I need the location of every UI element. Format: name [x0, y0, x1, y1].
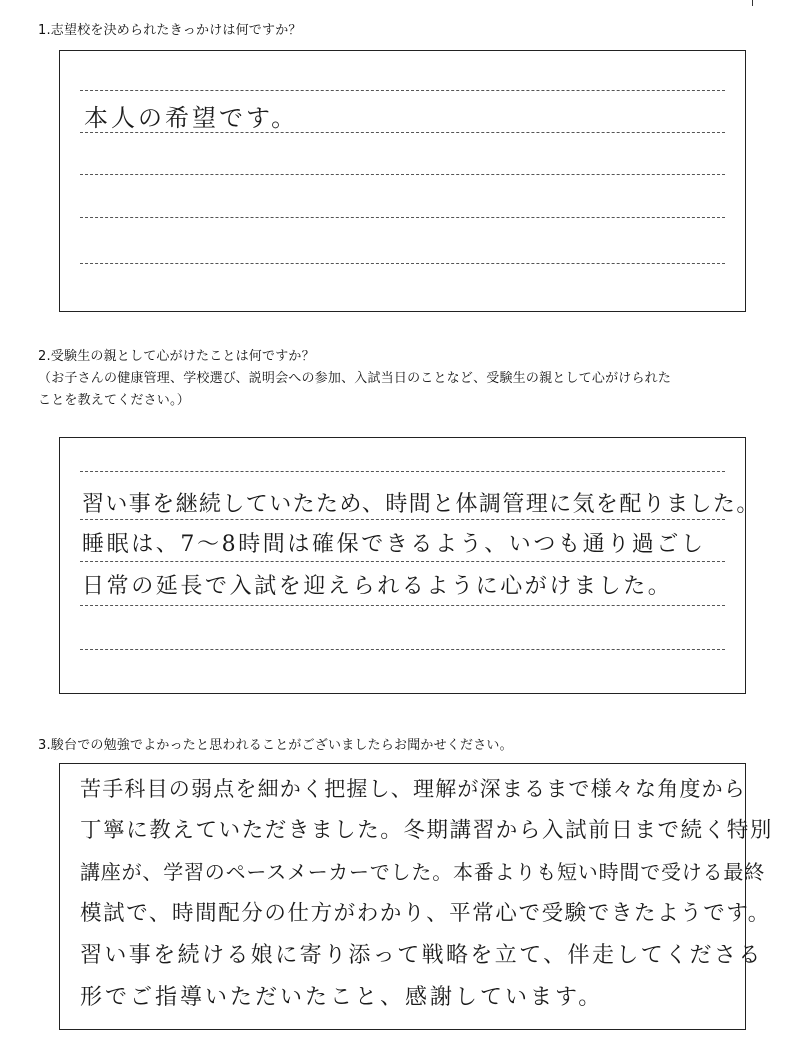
answer-3-line-3: 講座が、学習のペースメーカーでした。本番よりも短い時間で受ける最終: [80, 860, 765, 884]
ruled-line: [80, 90, 725, 91]
answer-box-3: [59, 763, 774, 1030]
page-corner-mark: [752, 0, 753, 6]
question-2-label-line-3: ことを教えてください。）: [38, 393, 190, 408]
answer-box-1: [59, 50, 746, 312]
ruled-line: [80, 217, 725, 218]
question-2-label: [38, 346, 671, 412]
answer-2-line-1: 習い事を継続していたため、時間と体調管理に気を配りました。: [82, 492, 760, 517]
answer-3-line-5: 習い事を続ける娘に寄り添って戦略を立て、伴走してくださる: [80, 943, 763, 968]
answer-3-line-6: 形でご指導いただいたこと、感謝しています。: [80, 985, 604, 1010]
answer-box-2: [59, 437, 760, 694]
question-2-label-line-1: 2.受験生の親として心がけたことは何ですか？: [38, 349, 315, 364]
question-2-label-line-2: （お子さんの健康管理、学校選び、説明会への参加、入試当日のことなど、受験生の親として心がけられた: [38, 371, 672, 386]
ruled-line: [80, 471, 725, 472]
answer-3-line-2: 丁寧に教えていただきました。冬期講習から入試前日まで続く特別: [80, 818, 774, 843]
answer-3-line-1: 苦手科目の弱点を細かく把握し、理解が深まるまで様々な角度から: [80, 777, 746, 801]
ruled-line: [80, 649, 725, 650]
question-3-label: 3.駿台での勉強でよかったと思われることがございましたらお聞かせください。: [38, 738, 513, 753]
ruled-line: [80, 263, 725, 264]
question-1-label: 1.志望校を決められたきっかけは何ですか？: [38, 23, 302, 38]
answer-2-line-2: 睡眠は、7～8時間は確保できるよう、いつも通り過ごし: [82, 532, 706, 557]
answer-3-line-4: 模試で、時間配分の仕方がわかり、平常心で受験できたようです。: [80, 901, 771, 926]
ruled-line: [80, 605, 725, 606]
answer-2-line-3: 日常の延長で入試を迎えられるように心がけました。: [82, 574, 673, 599]
ruled-line: [80, 561, 725, 562]
ruled-line: [80, 174, 725, 175]
answer-1-line-1: 本人の希望です。: [84, 104, 299, 132]
